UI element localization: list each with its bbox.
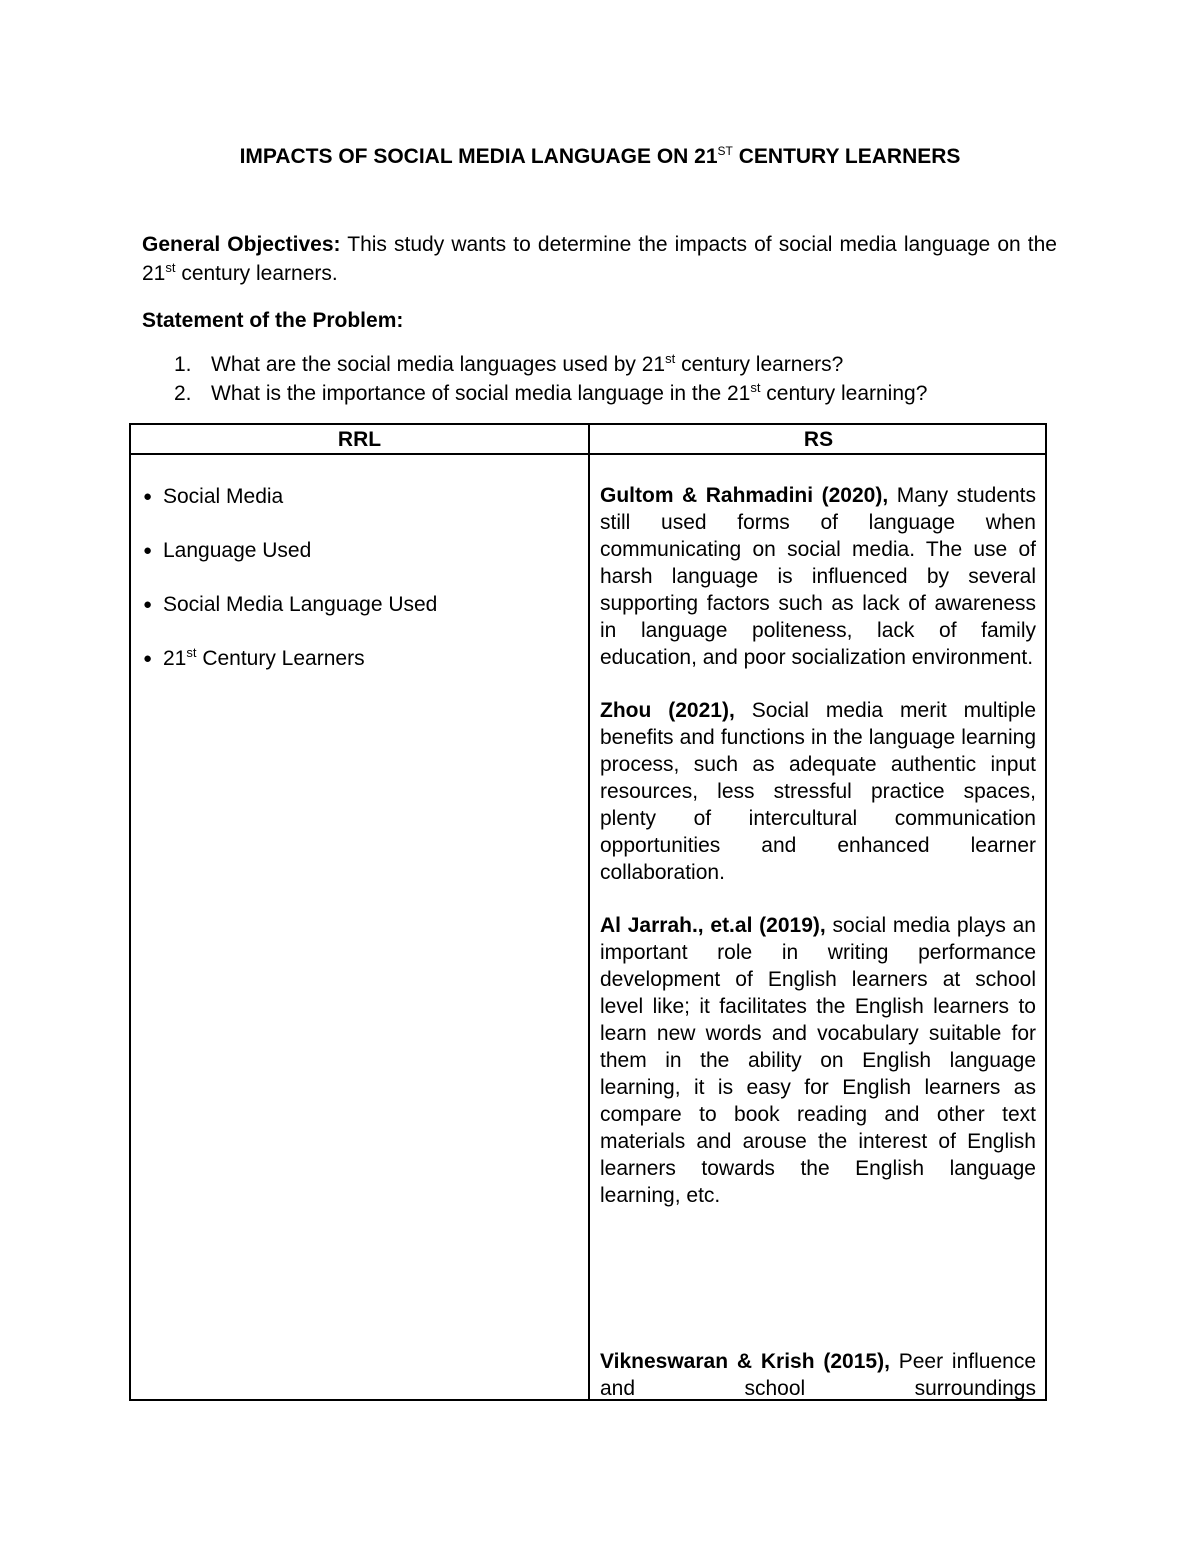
rrl-item-text: 21 [163,647,187,670]
rrl-item [143,482,437,511]
rs-entry-author: Al Jarrah., et.al (2019), [600,914,826,937]
rs-entry-author: Zhou (2021), [600,699,735,722]
document-title [0,143,1200,171]
problem-superscript: st [750,380,761,395]
bullet-icon: ● [143,542,153,559]
general-objectives-text: This study wants to determine the impacts of social media language on the 21 [142,233,1057,285]
rrl-list [143,482,437,698]
rrl-item-text: Social Media Language Used [163,593,438,616]
rrl-rs-table [129,423,1047,1401]
problem-text-end: century learning? [760,382,928,405]
rrl-item [143,590,437,619]
general-objectives-label: General Objectives: [142,233,341,256]
bullet-icon: ● [143,650,153,667]
problem-number: 2. [174,382,192,405]
problem-item [174,379,927,408]
rs-entry-author: Vikneswaran & Krish (2015), [600,1350,890,1373]
general-objectives [142,230,1057,288]
general-objectives-superscript: st [165,260,176,275]
rrl-item-superscript: st [186,645,197,660]
rs-entry-text: Peer influence and school surroundings [600,1350,1036,1400]
rs-entry-text: Many students still used forms of language when communicating on social media. The use of harsh language is influenced by several supporting factors such as lack of awareness in language politeness, lack of family education, and poor socialization environment. [600,484,1037,669]
problem-superscript: st [665,351,676,366]
title-rest: CENTURY LEARNERS [732,145,961,168]
problem-text-end: century learners? [675,353,844,376]
problem-text: What is the importance of social media language in the 21 [211,382,751,405]
rs-entry [600,912,1036,1209]
rs-entry-text: social media plays an important role in writing performance development of English learners at school level like; it facilitates the English learners to learn new words and vocabulary suitable for them in the ability on English language learning, it is easy for English learners as compare to book reading and other text materials and arouse the interest of English learners towards the English language learning, etc. [600,914,1036,1207]
rrl-item-text: Language Used [163,539,312,562]
table-column-divider [588,425,590,1399]
rs-column [600,482,1037,1400]
rs-entry [600,1348,1036,1402]
rrl-item [143,536,437,565]
general-objectives-text-end: century learners. [175,262,338,285]
rs-entry-text: Social media merit multiple benefits and functions in the language learning process, such as adequate authentic input resources, less stressful practice spaces, plenty of intercultural communication opportunities and enhanced learner collaboration. [600,699,1036,884]
problem-number: 1. [174,353,192,376]
table-header-rrl: RRL [337,428,382,451]
rs-entry [600,482,1036,671]
title-superscript: ST [717,144,733,158]
rrl-item-text-end: Century Learners [196,647,365,670]
table-header-rs: RS [803,428,834,451]
bullet-icon: ● [143,596,153,613]
rs-entry [600,697,1036,886]
rs-entry-author: Gultom & Rahmadini (2020), [600,484,889,507]
rrl-item [143,644,437,673]
statement-of-problem-heading: Statement of the Problem: [142,309,404,332]
rrl-item-text: Social Media [163,485,284,508]
problem-list [174,350,927,408]
problem-text: What are the social media languages used by 21 [211,353,666,376]
problem-item [174,350,927,379]
title-main: IMPACTS OF SOCIAL MEDIA LANGUAGE ON 21 [239,145,718,168]
bullet-icon: ● [143,488,153,505]
